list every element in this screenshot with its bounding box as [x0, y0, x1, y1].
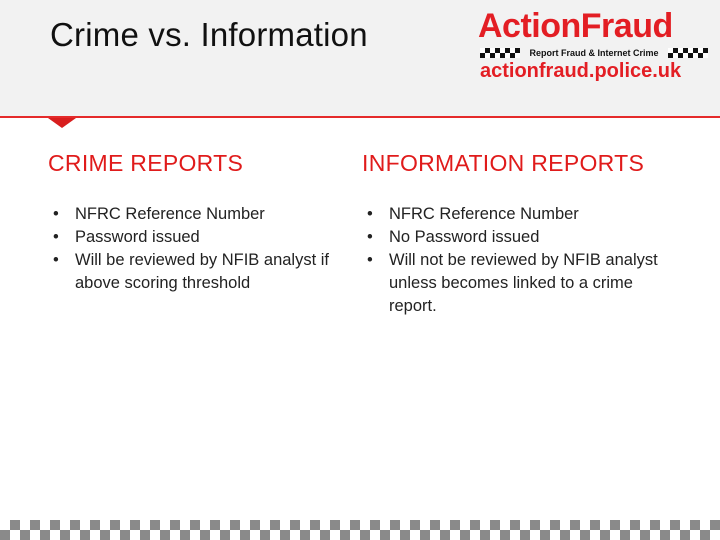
information-reports-column [362, 150, 672, 318]
checkered-flag-icon [480, 48, 520, 58]
logo-checker-strip [480, 46, 708, 60]
list-item: • NFRC Reference Number [362, 203, 672, 226]
list-item: • Will not be reviewed by NFIB analyst unless becomes linked to a crime report. [362, 249, 672, 318]
crime-reports-heading: CRIME REPORTS [48, 150, 244, 176]
logo-word-action: Action [478, 7, 581, 45]
logo-wordmark [478, 8, 673, 44]
list-item: • Password issued [48, 226, 348, 249]
list-item: • Will be reviewed by NFIB analyst if above scoring threshold [48, 249, 348, 295]
slide-header [0, 0, 720, 118]
header-pointer-icon [48, 118, 76, 128]
logo-url: actionfraud.police.uk [480, 60, 682, 82]
slide-title: Crime vs. Information [50, 16, 368, 53]
information-reports-heading: INFORMATION REPORTS [362, 150, 645, 176]
list-item: • No Password issued [362, 226, 672, 249]
list-item: • NFRC Reference Number [48, 203, 348, 226]
logo-word-fraud: Fraud [580, 7, 673, 45]
checkered-flag-icon [668, 48, 708, 58]
logo-tagline: Report Fraud & Internet Crime [529, 48, 659, 58]
checkered-footer-strip [0, 520, 720, 540]
crime-reports-column [48, 150, 348, 295]
crime-reports-list [48, 203, 348, 295]
action-fraud-logo [478, 8, 710, 84]
information-reports-list [362, 203, 672, 318]
